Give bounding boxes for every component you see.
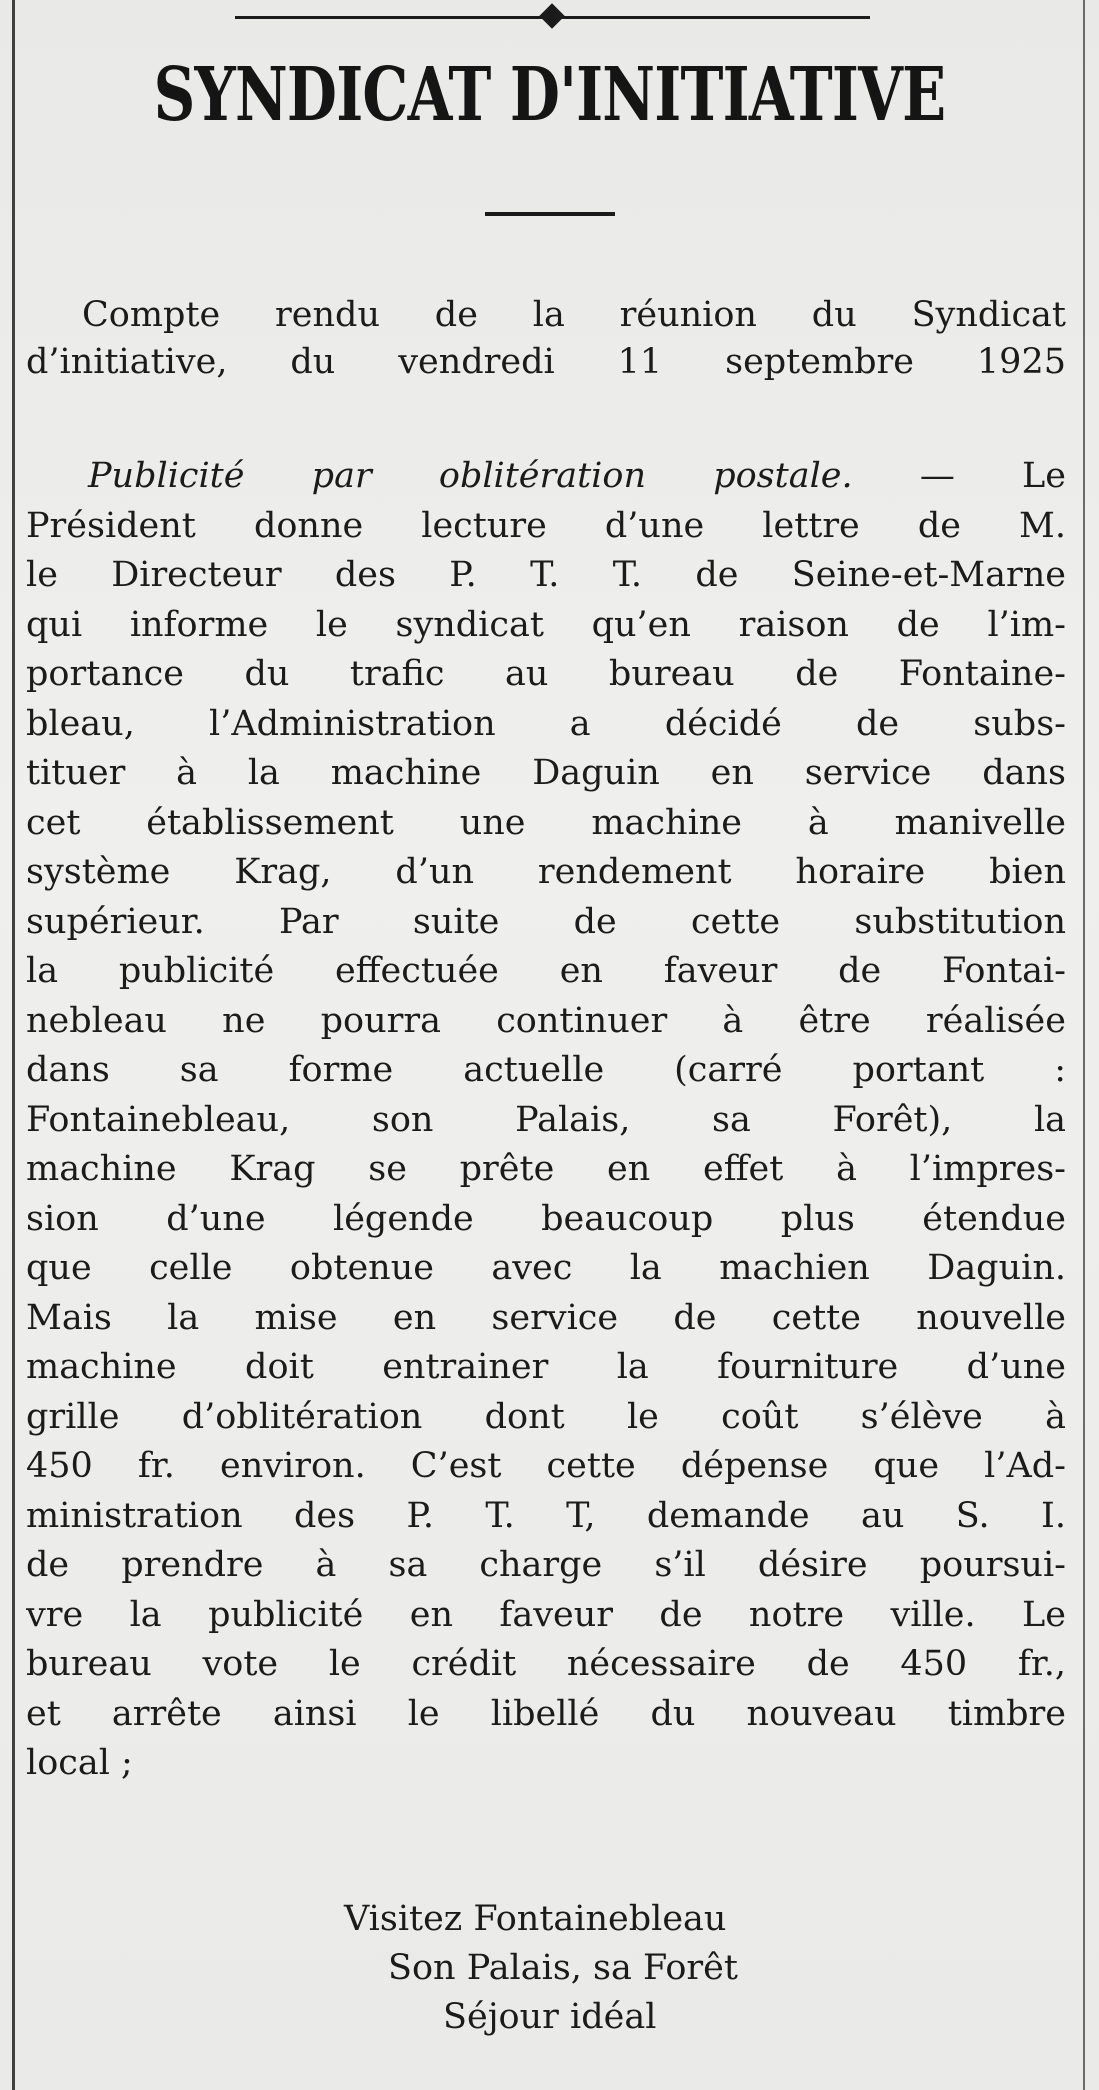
paragraph-line: tituer à la machine Daguin en service dans <box>26 753 1066 793</box>
paragraph-line <box>26 452 1066 502</box>
paragraph-line: Mais la mise en service de cette nouvelle <box>26 1297 1066 1338</box>
paragraph-line-0: — Le <box>852 456 1066 496</box>
paragraph-heading: Publicité par oblitération postale. <box>88 456 853 496</box>
paragraph-line: le Directeur des P. T. T. de Seine-et-Marne <box>26 555 1066 595</box>
intro-line-1: Compte rendu de la réunion du Syndicat <box>82 295 1066 335</box>
intro-line-2: d’initiative, du vendredi 11 septembre 1925 <box>26 342 1066 382</box>
paragraph-line: 450 fr. environ. C’est cette dépense que l’Ad- <box>26 1446 1066 1486</box>
ornament-diamond-icon <box>539 3 564 28</box>
paragraph-line: ministration des P. T. T, demande au S. I. <box>26 1495 1066 1536</box>
paragraph-line: Fontainebleau, son Palais, sa Forêt), la <box>26 1099 1066 1140</box>
paragraph-line: portance du trafic au bureau de Fontaine- <box>26 654 1066 694</box>
article-headline: SYNDICAT D'INITIATIVE <box>153 52 946 138</box>
paragraph-line: grille d’oblitération dont le coût s’élève à <box>26 1396 1066 1437</box>
postmark-line-1: Visitez Fontainebleau <box>344 1899 727 1939</box>
headline-divider <box>485 212 615 216</box>
paragraph-line: supérieur. Par suite de cette substitution <box>26 901 1066 942</box>
paragraph-line: qui informe le syndicat qu’en raison de l’im- <box>26 604 1066 645</box>
right-column-rule <box>1083 0 1085 2090</box>
left-column-rule <box>12 0 15 2090</box>
postmark-line-3: Séjour idéal <box>443 1997 657 2037</box>
postmark-line-2: Son Palais, sa Forêt <box>388 1948 738 1988</box>
top-ornamental-rule <box>235 10 870 24</box>
paragraph-line: sion d’une légende beaucoup plus étendue <box>26 1198 1066 1239</box>
intro-text <box>26 292 1066 386</box>
paragraph-line: système Krag, d’un rendement horaire bien <box>26 852 1066 892</box>
paragraph-line: local ; <box>26 1743 133 1783</box>
paragraph-line: Président donne lecture d’une lettre de M. <box>26 505 1066 546</box>
paragraph-line: machine Krag se prête en effet à l’impres- <box>26 1149 1066 1189</box>
paragraph-line: cet établissement une machine à manivelle <box>26 802 1066 843</box>
paragraph-line: la publicité effectuée en faveur de Fontai- <box>26 951 1066 991</box>
paragraph-line: de prendre à sa charge s’il désire poursui- <box>26 1545 1066 1585</box>
paragraph-line: machine doit entrainer la fourniture d’une <box>26 1347 1066 1387</box>
paragraph-line: bleau, l’Administration a décidé de subs- <box>26 703 1066 744</box>
paragraph-line: et arrête ainsi le libellé du nouveau timbre <box>26 1693 1066 1734</box>
paragraph-line: vre la publicité en faveur de notre ville. Le <box>26 1594 1066 1635</box>
paragraph-line: bureau vote le crédit nécessaire de 450 fr., <box>26 1644 1066 1684</box>
paragraph-line: que celle obtenue avec la machien Daguin. <box>26 1248 1066 1288</box>
postmark-legend <box>0 1895 1099 2042</box>
paragraph-line: nebleau ne pourra continuer à être réalisée <box>26 1000 1066 1041</box>
paragraph-line: dans sa forme actuelle (carré portant : <box>26 1050 1066 1090</box>
article-paragraph <box>26 452 1066 1789</box>
